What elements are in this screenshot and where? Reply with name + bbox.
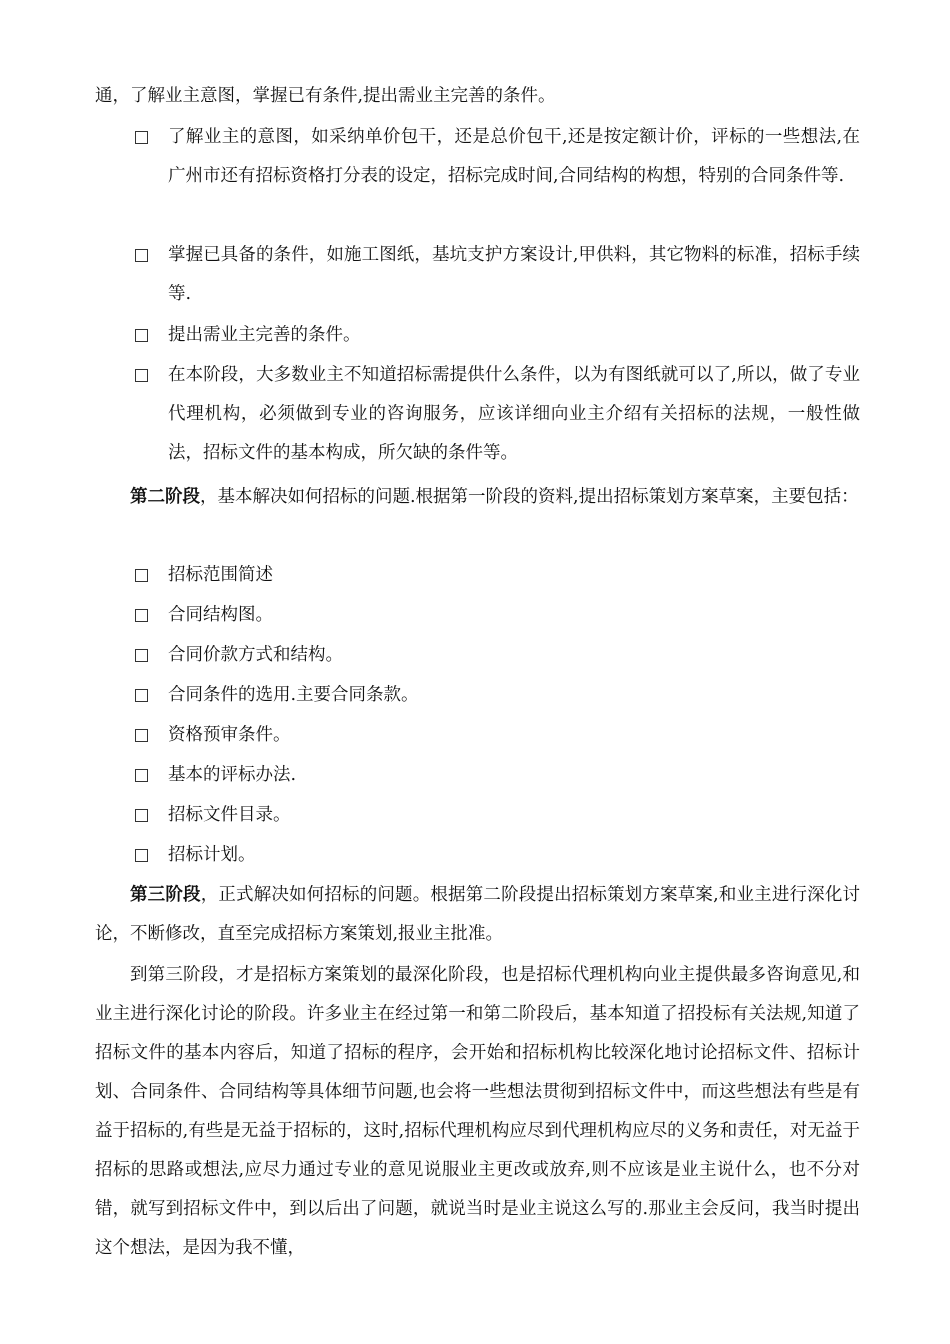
- list-item: 招标范围简述: [168, 565, 273, 585]
- checkbox-bullet-icon: [135, 126, 148, 150]
- checkbox-bullet-icon: [135, 564, 148, 588]
- checkbox-bullet-icon: [135, 644, 148, 668]
- stage3-paragraph: [95, 876, 860, 954]
- list-item: 招标计划。: [168, 845, 256, 865]
- intro-continuation: 通，了解业主意图，掌握已有条件,提出需业主完善的条件。: [95, 86, 556, 106]
- list-item: 掌握已具备的条件，如施工图纸，基坑支护方案设计,甲供料，其它物料的标准，招标手续等.: [168, 245, 860, 304]
- checkbox-bullet-icon: [135, 324, 148, 348]
- list-item: 合同价款方式和结构。: [168, 645, 343, 665]
- list-item: 基本的评标办法.: [168, 765, 297, 785]
- list-item: 资格预审条件。: [168, 725, 291, 745]
- stage3-heading: 第三阶段: [130, 885, 201, 905]
- closing-paragraph: 到第三阶段，才是招标方案策划的最深化阶段，也是招标代理机构向业主提供最多咨询意见,和业主进行深化讨论的阶段。许多业主在经过第一和第二阶段后，基本知道了招投标有关法规,知道了招标文件的基本内容后，知道了招标的程序，会开始和招标机构比较深化地讨论招标文件、招标计划、合同条件、合同结构等具体细节问题,也会将一些想法贯彻到招标文件中，而这些想法有些是有益于招标的,有些是无益于招标的，这时,招标代理机构应尽到代理机构应尽的义务和责任，对无益于招标的思路或想法,应尽力通过专业的意见说服业主更改或放弃,则不应该是业主说什么，也不分对错，就写到招标文件中，到以后出了问题，就说当时是业主说这么写的.那业主会反问，我当时提出这个想法，是因为我不懂，: [95, 965, 860, 1258]
- list-item: 合同条件的选用.主要合同条款。: [168, 685, 419, 705]
- checkbox-bullet-icon: [135, 804, 148, 828]
- checkbox-bullet-icon: [135, 364, 148, 388]
- list-item: 了解业主的意图，如采纳单价包干，还是总价包干,还是按定额计价，评标的一些想法,在广州市还有招标资格打分表的设定，招标完成时间,合同结构的构想，特别的合同条件等.: [168, 127, 860, 186]
- checkbox-bullet-icon: [135, 724, 148, 748]
- checkbox-bullet-icon: [135, 844, 148, 868]
- list-item: 提出需业主完善的条件。: [168, 325, 361, 345]
- checkbox-bullet-icon: [135, 764, 148, 788]
- checkbox-bullet-icon: [135, 244, 148, 268]
- stage2-text: ，基本解决如何招标的问题.根据第一阶段的资料,提出招标策划方案草案，主要包括：: [200, 487, 859, 507]
- list-item: 在本阶段，大多数业主不知道招标需提供什么条件，以为有图纸就可以了,所以，做了专业代理机构，必须做到专业的咨询服务，应该详细向业主介绍有关招标的法规，一般性做法，招标文件的基本构成，所欠缺的条件等。: [168, 365, 860, 463]
- stage2-heading: 第二阶段: [130, 487, 200, 507]
- checkbox-bullet-icon: [135, 604, 148, 628]
- stage2-paragraph: [95, 478, 860, 517]
- list-item: 合同结构图。: [168, 605, 273, 625]
- stage3-text: ，正式解决如何招标的问题。根据第二阶段提出招标策划方案草案,和业主进行深化讨论，不断修改，直至完成招标方案策划,报业主批准。: [95, 885, 861, 944]
- list-item: 招标文件目录。: [168, 805, 291, 825]
- checkbox-bullet-icon: [135, 684, 148, 708]
